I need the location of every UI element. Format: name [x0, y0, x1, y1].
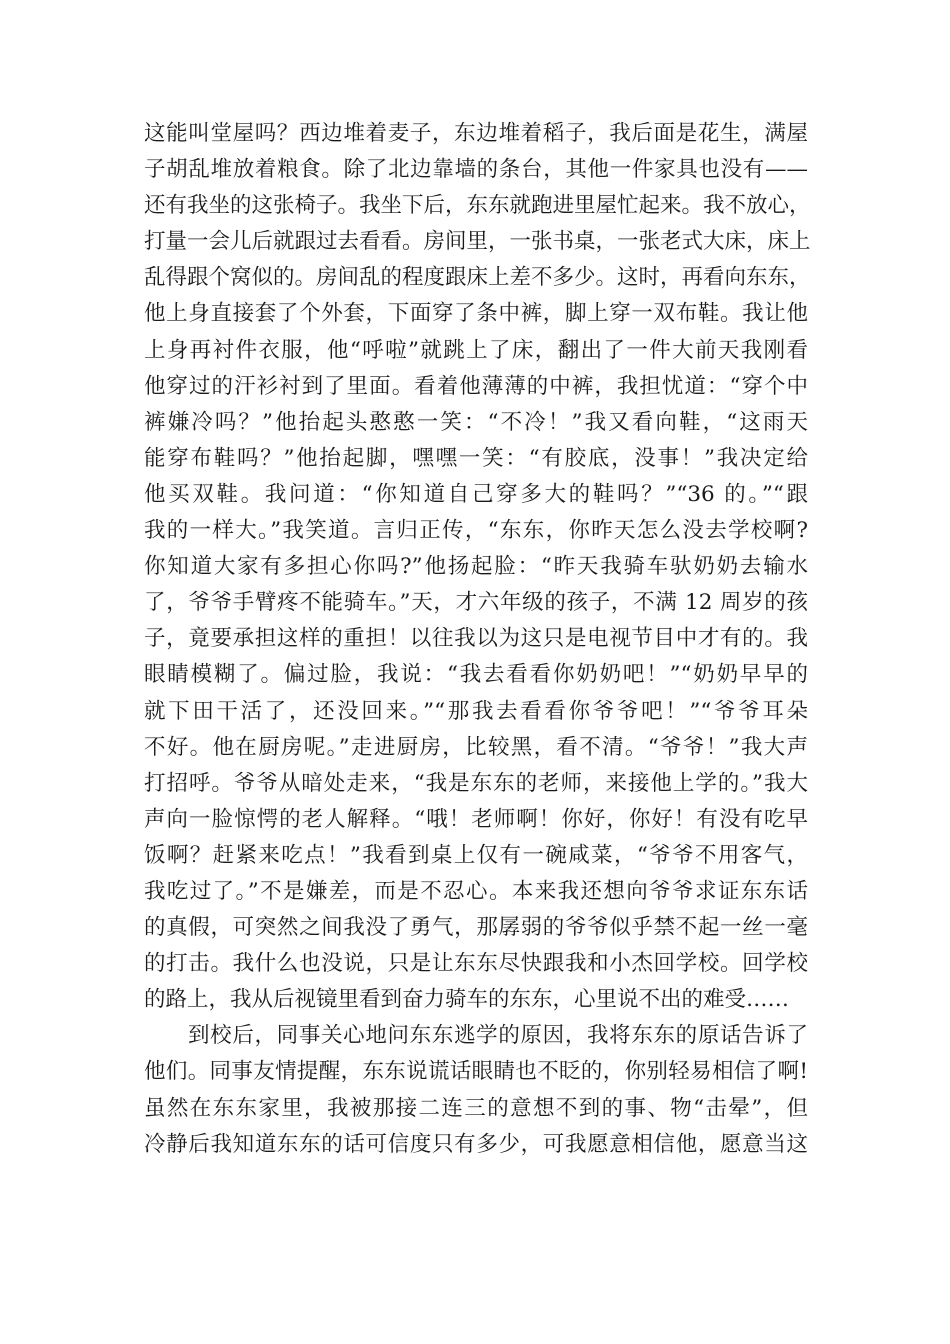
text-line: 不好。他在厨房呢。”走进厨房，比较黑，看不清。“爷爷！”我大声 — [144, 734, 808, 760]
text-line: 打招呼。爷爷从暗处走来，“我是东东的老师，来接他上学的。”我大 — [144, 770, 808, 796]
text-line: 的真假，可突然之间我没了勇气，那孱弱的爷爷似乎禁不起一丝一毫 — [144, 915, 808, 941]
text-line: 上身再衬件衣服，他“呼啦”就跳上了床，翻出了一件大前天我刚看 — [144, 337, 808, 363]
paragraph-end-line: 的路上，我从后视镜里看到奋力骑车的东东，心里说不出的难受…… — [144, 987, 790, 1013]
text-line: 就下田干活了，还没回来。”“那我去看看你爷爷吧！”“爷爷耳朵 — [144, 698, 808, 724]
text-line: 打量一会儿后就跟过去看看。房间里，一张书桌，一张老式大床，床上 — [144, 229, 811, 255]
text-line: 冷静后我知道东东的话可信度只有多少，可我愿意相信他，愿意当这 — [144, 1131, 808, 1157]
text-line: 这能叫堂屋吗？西边堆着麦子，东边堆着稻子，我后面是花生，满屋 — [144, 121, 808, 146]
text-line: 你知道大家有多担心你吗?”他扬起脸：“昨天我骑车驮奶奶去输水 — [144, 554, 808, 580]
text-line: 能穿布鞋吗？”他抬起脚，嘿嘿一笑：“有胶底，没事！”我决定给 — [144, 445, 808, 471]
paragraph-start-line: 到校后，同事关心地问东东逃学的原因，我将东东的原话告诉了 — [188, 1023, 808, 1049]
body-text — [144, 116, 811, 1163]
text-line: 的打击。我什么也没说，只是让东东尽快跟我和小杰回学校。回学校 — [144, 951, 808, 977]
text-line: 裤嫌冷吗？”他抬起头憨憨一笑：“不冷！”我又看向鞋，“这雨天 — [144, 409, 808, 435]
text-line: 声向一脸惊愕的老人解释。“哦！老师啊！你好，你好！有没有吃早 — [144, 806, 808, 832]
text-line: 我吃过了。”不是嫌差，而是不忍心。本来我还想向爷爷求证东东话 — [144, 878, 808, 904]
text-line: 眼睛模糊了。偏过脸，我说：“我去看看你奶奶吧！”“奶奶早早的 — [144, 662, 808, 688]
text-line: 他穿过的汗衫衬到了里面。看着他薄薄的中裤，我担忧道：“穿个中 — [144, 373, 808, 399]
text-line: 他们。同事友情提醒，东东说谎话眼睛也不眨的，你别轻易相信了啊! — [144, 1059, 808, 1085]
text-line: 子胡乱堆放着粮食。除了北边靠墙的条台，其他一件家具也没有—— — [144, 157, 808, 183]
text-line: 他上身直接套了个外套，下面穿了条中裤，脚上穿一双布鞋。我让他 — [144, 301, 808, 327]
text-line: 饭啊？赶紧来吃点！”我看到桌上仅有一碗咸菜，“爷爷不用客气， — [144, 842, 808, 868]
text-line: 还有我坐的这张椅子。我坐下后，东东就跑进里屋忙起来。我不放心， — [144, 193, 811, 219]
text-line: 虽然在东东家里，我被那接二连三的意想不到的事、物“击晕”，但 — [144, 1095, 808, 1121]
text-line: 我的一样大。”我笑道。言归正传，“东东，你昨天怎么没去学校啊? — [144, 518, 808, 544]
text-line: 乱得跟个窝似的。房间乱的程度跟床上差不多少。这时，再看向东东， — [144, 265, 811, 291]
text-line: 他买双鞋。我问道：“你知道自己穿多大的鞋吗？”“36 的。”“跟 — [144, 481, 808, 507]
text-line: 了，爷爷手臂疼不能骑车。”天，才六年级的孩子，不满 12 周岁的孩 — [144, 590, 808, 616]
text-line: 子，竟要承担这样的重担！以往我以为这只是电视节目中才有的。我 — [144, 626, 808, 652]
